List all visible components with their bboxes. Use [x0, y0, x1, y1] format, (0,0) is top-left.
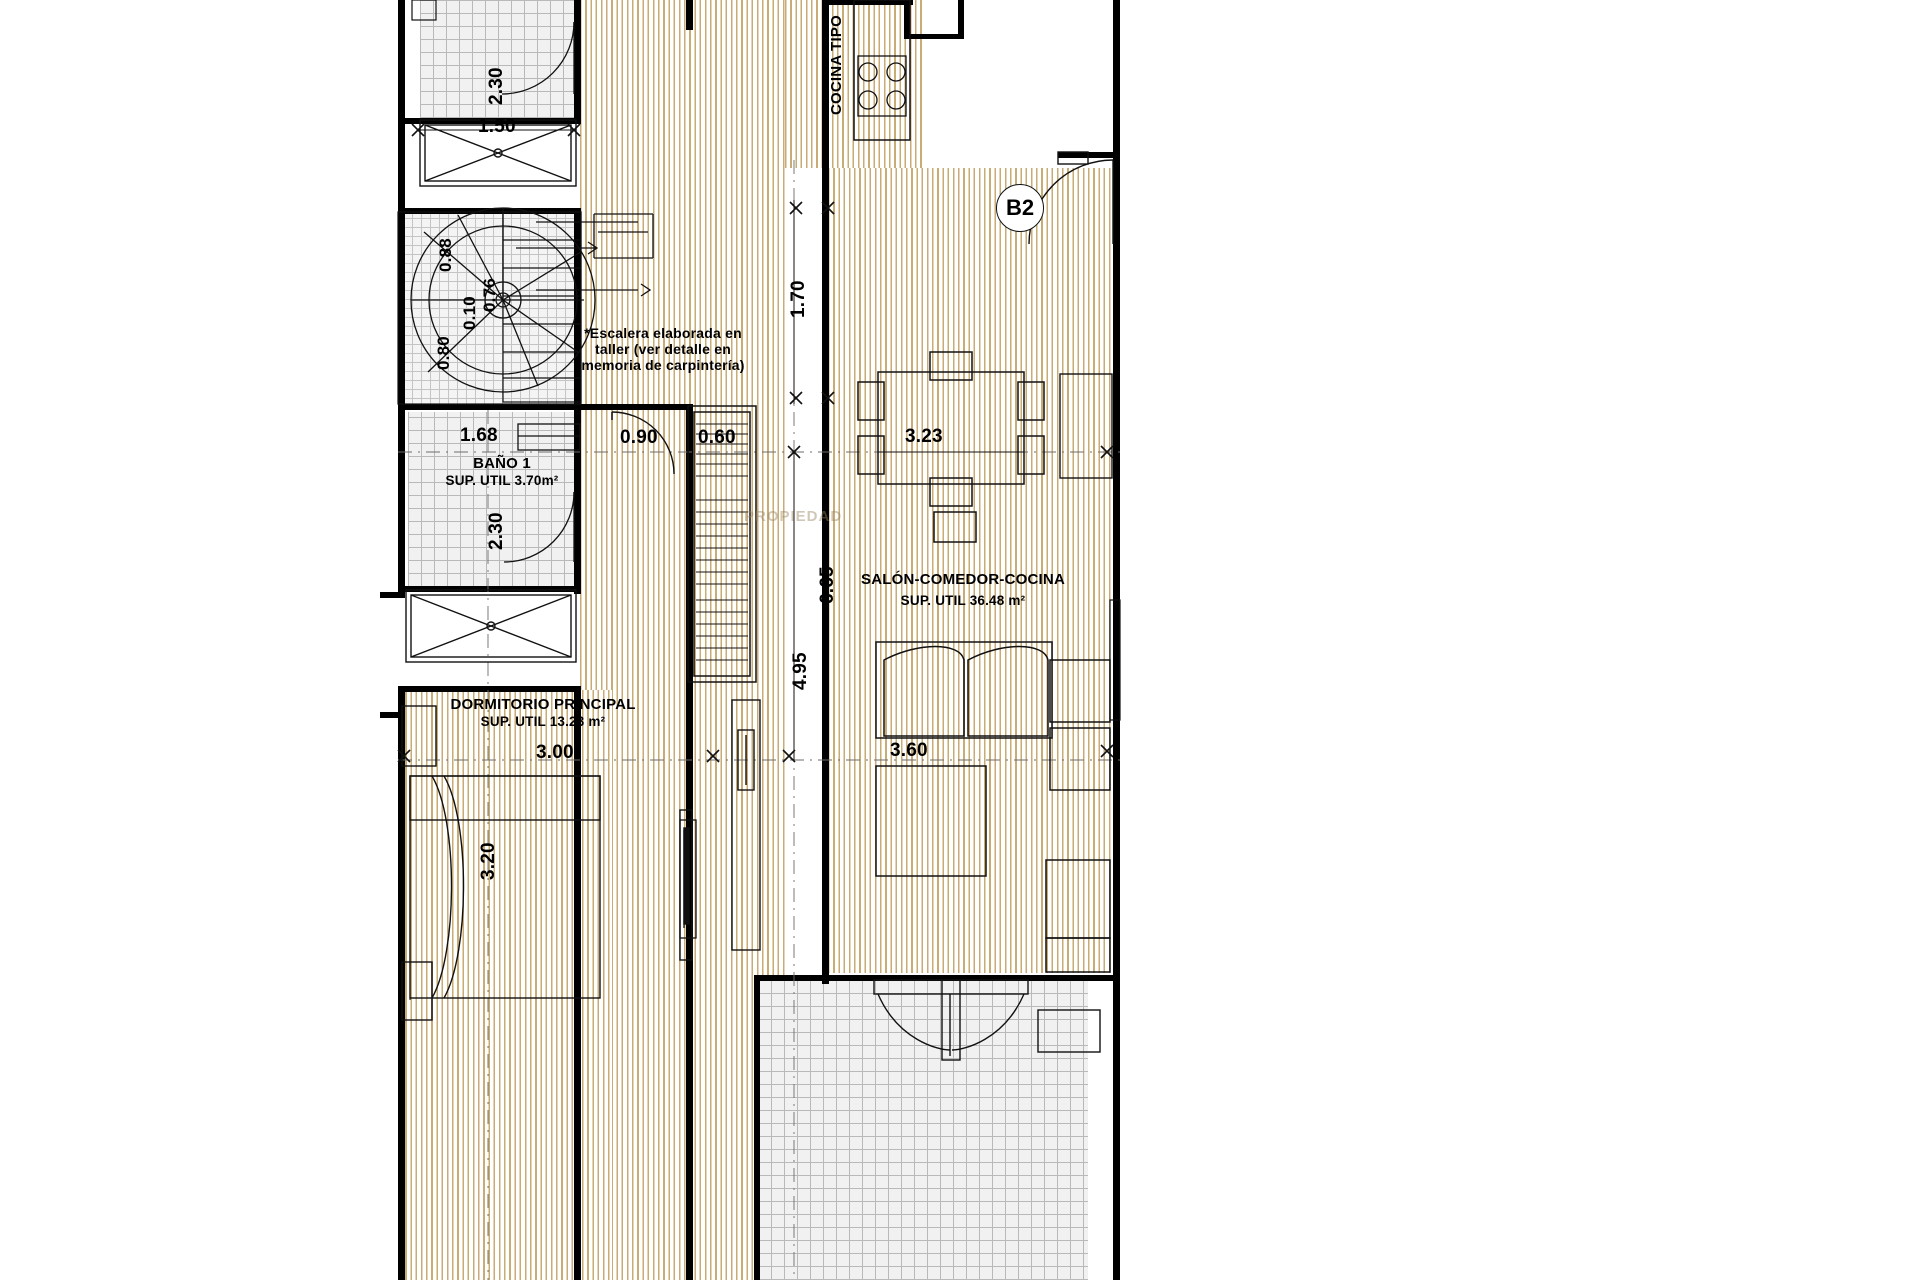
room-name-living: SALÓN-COMEDOR-COCINA	[861, 571, 1065, 588]
dim-stair-088: 0.88	[436, 238, 455, 272]
room-area-bedroom: SUP. UTIL 13.23 m²	[480, 714, 606, 729]
stair-note-line1: *Escalera elaborada en	[584, 325, 742, 341]
dim-door-060: 0.60	[698, 427, 736, 448]
plan-sheet	[398, 0, 1120, 1280]
room-name-bath1: BAÑO 1	[473, 455, 531, 472]
dim-dining-width: 3.23	[905, 426, 943, 447]
stair-note-line2: taller (ver detalle en	[595, 341, 731, 358]
dim-bath1-width: 1.68	[460, 425, 498, 446]
room-name-bedroom: DORMITORIO PRINCIPAL	[450, 696, 636, 713]
dim-sofa: 3.60	[890, 740, 928, 761]
dim-stair-080: 0.80	[434, 336, 453, 370]
room-area-living: SUP. UTIL 36.48 m²	[900, 593, 1026, 608]
unit-tag-b2: B2	[996, 184, 1044, 232]
dim-bath1-height: 2.30	[486, 512, 507, 550]
dim-bath-top-width: 1.50	[478, 116, 516, 137]
dim-living-665: 6.65	[817, 566, 838, 604]
watermark: PROPIEDAD	[744, 508, 843, 525]
stair-note-line3: memoria de carpintería)	[581, 357, 745, 374]
room-area-bath1: SUP. UTIL 3.70m²	[445, 473, 559, 488]
dim-stair-010: 0.10	[460, 296, 479, 330]
dim-bedroom-width: 3.00	[536, 742, 574, 763]
dim-bedroom-height: 3.20	[478, 842, 499, 880]
dim-stair-076: 0.76	[480, 278, 499, 312]
dim-bath-top-height: 2.30	[486, 67, 507, 105]
dim-door-090: 0.90	[620, 427, 658, 448]
dim-living-170: 1.70	[788, 280, 809, 318]
stair-note	[568, 325, 758, 373]
dim-corridor-495: 4.95	[790, 652, 811, 690]
label-kitchen-type: COCINA TIPO	[828, 15, 845, 115]
